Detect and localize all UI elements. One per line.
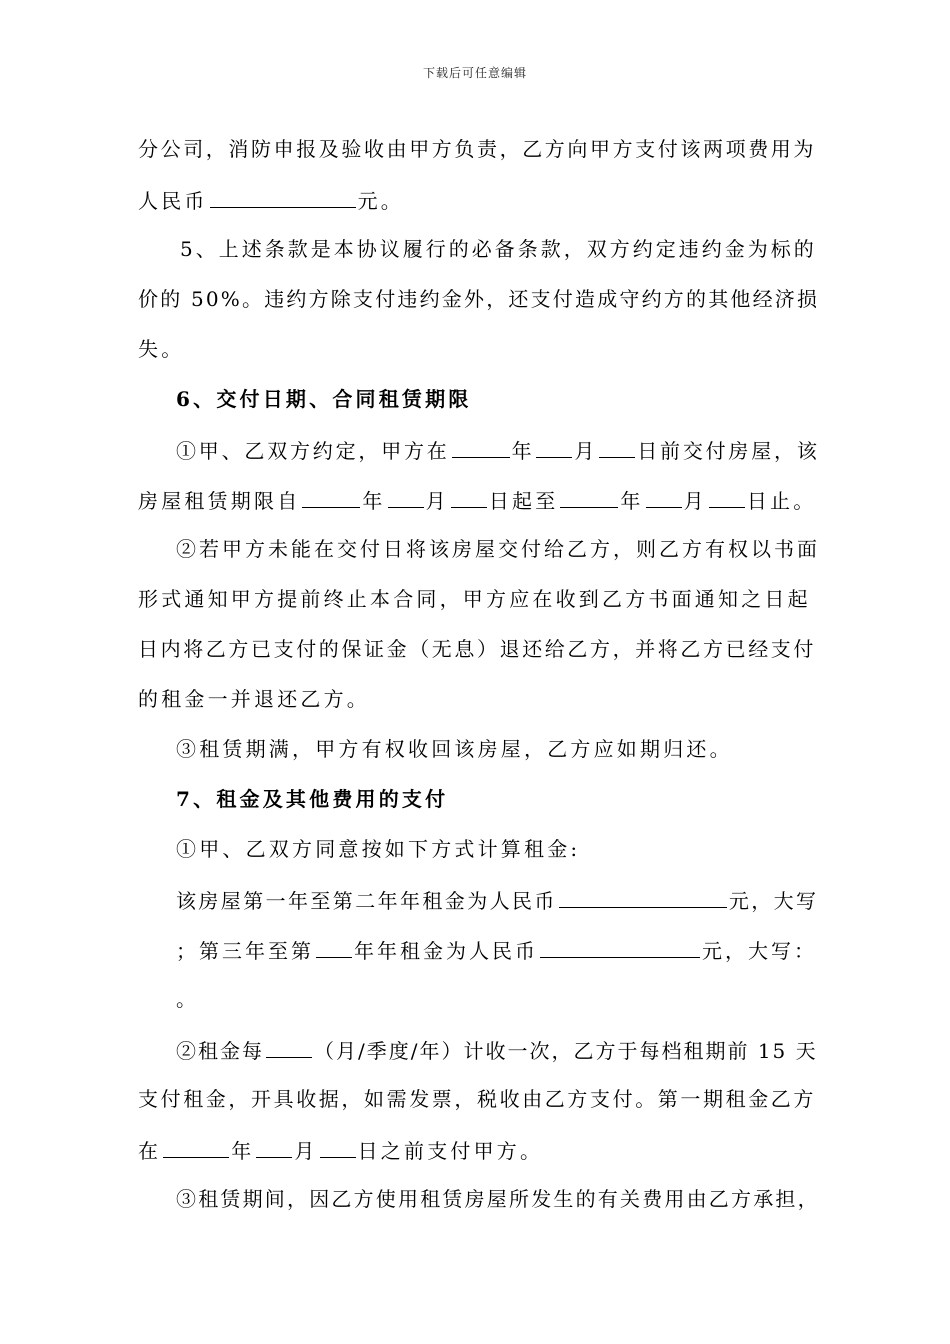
text-fragment: ；第三年至第: [176, 939, 314, 963]
text-fragment: 日之前支付甲方。: [357, 1139, 544, 1163]
text-line: 形式通知甲方提前终止本合同，甲方应在收到乙方书面通知之日起: [138, 587, 811, 611]
fill-blank: [599, 435, 635, 458]
fill-blank: [559, 885, 727, 908]
section-heading: 6、交付日期、合同租赁期限: [176, 387, 472, 411]
text-line: ③租赁期满，甲方有权收回该房屋，乙方应如期归还。: [176, 737, 733, 761]
fill-blank: [316, 935, 352, 958]
text-fragment: 年: [511, 439, 535, 463]
text-line: [176, 935, 817, 965]
fill-blank: [320, 1135, 356, 1158]
fill-blank: [536, 435, 572, 458]
text-fragment: 元。: [357, 189, 405, 213]
text-line: [138, 185, 404, 215]
text-line: 分公司，消防申报及验收由甲方负责，乙方向甲方支付该两项费用为: [138, 137, 816, 161]
text-line: [176, 435, 820, 465]
fill-blank: [452, 435, 510, 458]
fill-blank: [709, 485, 745, 508]
text-fragment: 年: [620, 489, 644, 513]
text-line: [176, 885, 818, 915]
fill-blank: [540, 935, 700, 958]
text-fragment: 元，大写：: [702, 939, 817, 963]
text-line: 价的 50%。违约方除支付违约金外，还支付造成守约方的其他经济损: [138, 287, 820, 311]
text-fragment: 年: [362, 489, 386, 513]
fill-blank: [266, 1035, 312, 1058]
text-line: 的租金一并退还乙方。: [138, 687, 370, 711]
text-line: 。: [176, 987, 200, 1011]
text-fragment: 房屋租赁期限自: [138, 489, 301, 513]
fill-blank: [388, 485, 424, 508]
text-fragment: （月/季度/年）计收一次，乙方于每档租期前 15 天: [314, 1039, 818, 1063]
text-line: 日内将乙方已支付的保证金（无息）退还给乙方，并将乙方已经支付: [138, 637, 816, 661]
text-fragment: 在: [138, 1139, 162, 1163]
fill-blank: [560, 485, 618, 508]
text-fragment: 月: [574, 439, 598, 463]
text-line: [138, 1135, 543, 1165]
fill-blank: [451, 485, 487, 508]
page-header: 下载后可任意编辑: [422, 66, 527, 80]
section-heading: 7、租金及其他费用的支付: [176, 787, 449, 811]
text-fragment: 年: [231, 1139, 255, 1163]
text-fragment: 年年租金为人民币: [354, 939, 538, 963]
text-line: 支付租金，开具收据，如需发票，税收由乙方支付。第一期租金乙方: [138, 1087, 816, 1111]
text-fragment: 月: [425, 489, 449, 513]
text-line: [138, 485, 816, 515]
text-line: 5、上述条款是本协议履行的必备条款，双方约定违约金为标的: [180, 237, 817, 261]
text-fragment: ②租金每: [176, 1039, 264, 1063]
fill-blank: [163, 1135, 229, 1158]
fill-blank: [256, 1135, 292, 1158]
text-line: [176, 1035, 818, 1065]
text-fragment: 日前交付房屋，该: [637, 439, 820, 463]
fill-blank: [302, 485, 360, 508]
text-fragment: 日起至: [488, 489, 559, 513]
text-fragment: 该房屋第一年至第二年年租金为人民币: [176, 889, 557, 913]
text-fragment: 元，大写: [728, 889, 819, 913]
text-line: 失。: [138, 337, 185, 361]
text-fragment: 人民币: [138, 189, 208, 213]
text-fragment: 月: [294, 1139, 318, 1163]
fill-blank: [210, 185, 356, 208]
text-fragment: 日止。: [746, 489, 817, 513]
text-line: ②若甲方未能在交付日将该房屋交付给乙方，则乙方有权以书面: [176, 537, 820, 561]
text-line: ①甲、乙双方同意按如下方式计算租金:: [176, 837, 581, 861]
text-line: ③租赁期间，因乙方使用租赁房屋所发生的有关费用由乙方承担，: [176, 1187, 820, 1211]
text-fragment: ①甲、乙双方约定，甲方在: [176, 439, 450, 463]
text-fragment: 月: [683, 489, 707, 513]
fill-blank: [646, 485, 682, 508]
